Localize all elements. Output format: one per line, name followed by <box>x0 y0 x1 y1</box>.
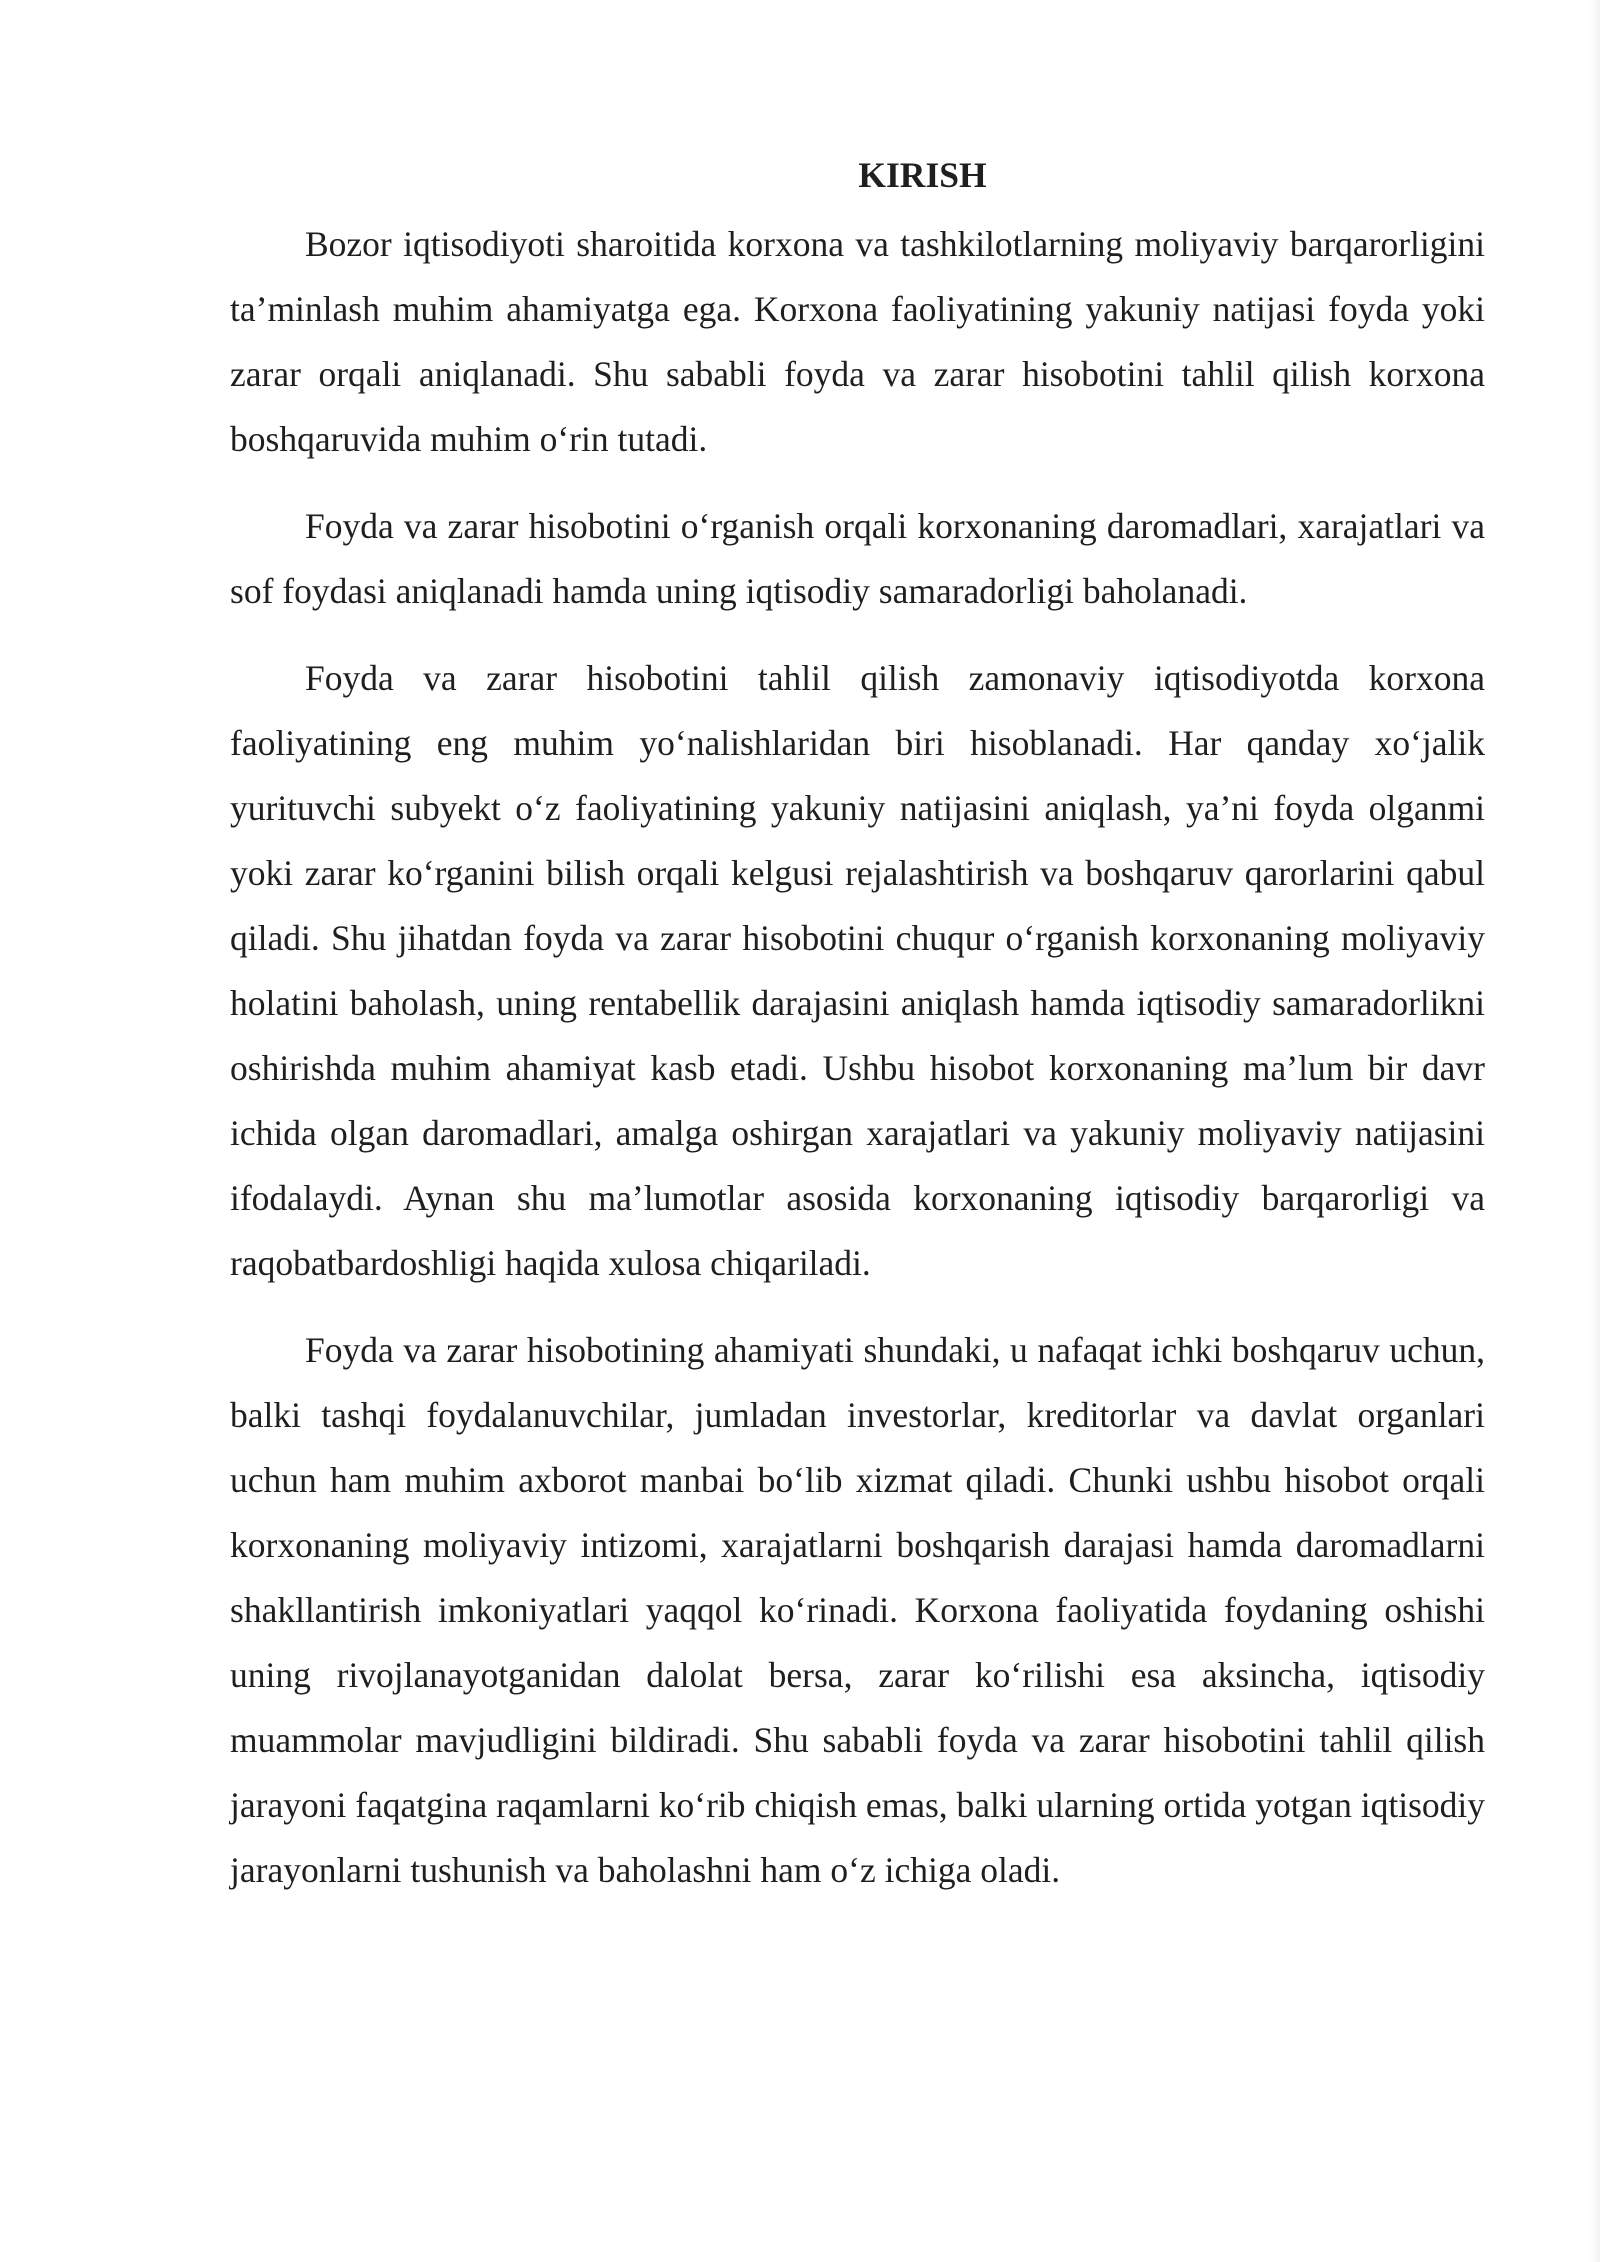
section-title: KIRISH <box>858 155 987 195</box>
paragraph-4: Foyda va zarar hisobotining ahamiyati shundaki, u nafaqat ichki boshqaruv uchun, balki tashqi foydalanuvchilar, jumladan investorlar, kreditorlar va davlat organlari uchun ham muhim axborot manbai bo‘lib xizmat qiladi. Chunki ushbu hisobot orqali korxonaning moliyaviy intizomi, xarajatlarni boshqarish darajasi hamda daromadlarni shakllantirish imkoniyatlari yaqqol ko‘rinadi. Korxona faoliyatida foydaning oshishi uning rivojlanayotganidan dalolat bersa, zarar ko‘rilishi esa aksincha, iqtisodiy muammolar mavjudligini bildiradi. Shu sababli foyda va zarar hisobotini tahlil qilish jarayoni faqatgina raqamlarni ko‘rib chiqish emas, balki ularning ortida yotgan iqtisodiy jarayonlarni tushunish va baholashni ham o‘z ichiga oladi. <box>230 1330 1485 1890</box>
paragraph-2: Foyda va zarar hisobotini o‘rganish orqali korxonaning daromadlari, xarajatlari va sof foydasi aniqlanadi hamda uning iqtisodiy samaradorligi baholanadi. <box>230 506 1485 611</box>
paragraph-3: Foyda va zarar hisobotini tahlil qilish zamonaviy iqtisodiyotda korxona faoliyatining eng muhim yo‘nalishlaridan biri hisoblanadi. Har qanday xo‘jalik yurituvchi subyekt o‘z faoliyatining yakuniy natijasini aniqlash, ya’ni foyda olganmi yoki zarar ko‘rganini bilish orqali kelgusi rejalashtirish va boshqaruv qarorlarini qabul qiladi. Shu jihatdan foyda va zarar hisobotini chuqur o‘rganish korxonaning moliyaviy holatini baholash, uning rentabellik darajasini aniqlash hamda iqtisodiy samaradorlikni oshirishda muhim ahamiyat kasb etadi. Ushbu hisobot korxonaning ma’lum bir davr ichida olgan daromadlari, amalga oshirgan xarajatlari va yakuniy moliyaviy natijasini ifodalaydi. Aynan shu ma’lumotlar asosida korxonaning iqtisodiy barqarorligi va raqobatbardoshligi haqida xulosa chiqariladi. <box>230 658 1485 1283</box>
document-body <box>230 150 1485 1925</box>
paragraph-1: Bozor iqtisodiyoti sharoitida korxona va tashkilotlarning moliyaviy barqarorligini ta’minlash muhim ahamiyatga ega. Korxona faoliyatining yakuniy natijasi foyda yoki zarar orqali aniqlanadi. Shu sababli foyda va zarar hisobotini tahlil qilish korxona boshqaruvida muhim o‘rin tutadi. <box>230 224 1485 459</box>
page-edge-shadow <box>1590 0 1600 2262</box>
